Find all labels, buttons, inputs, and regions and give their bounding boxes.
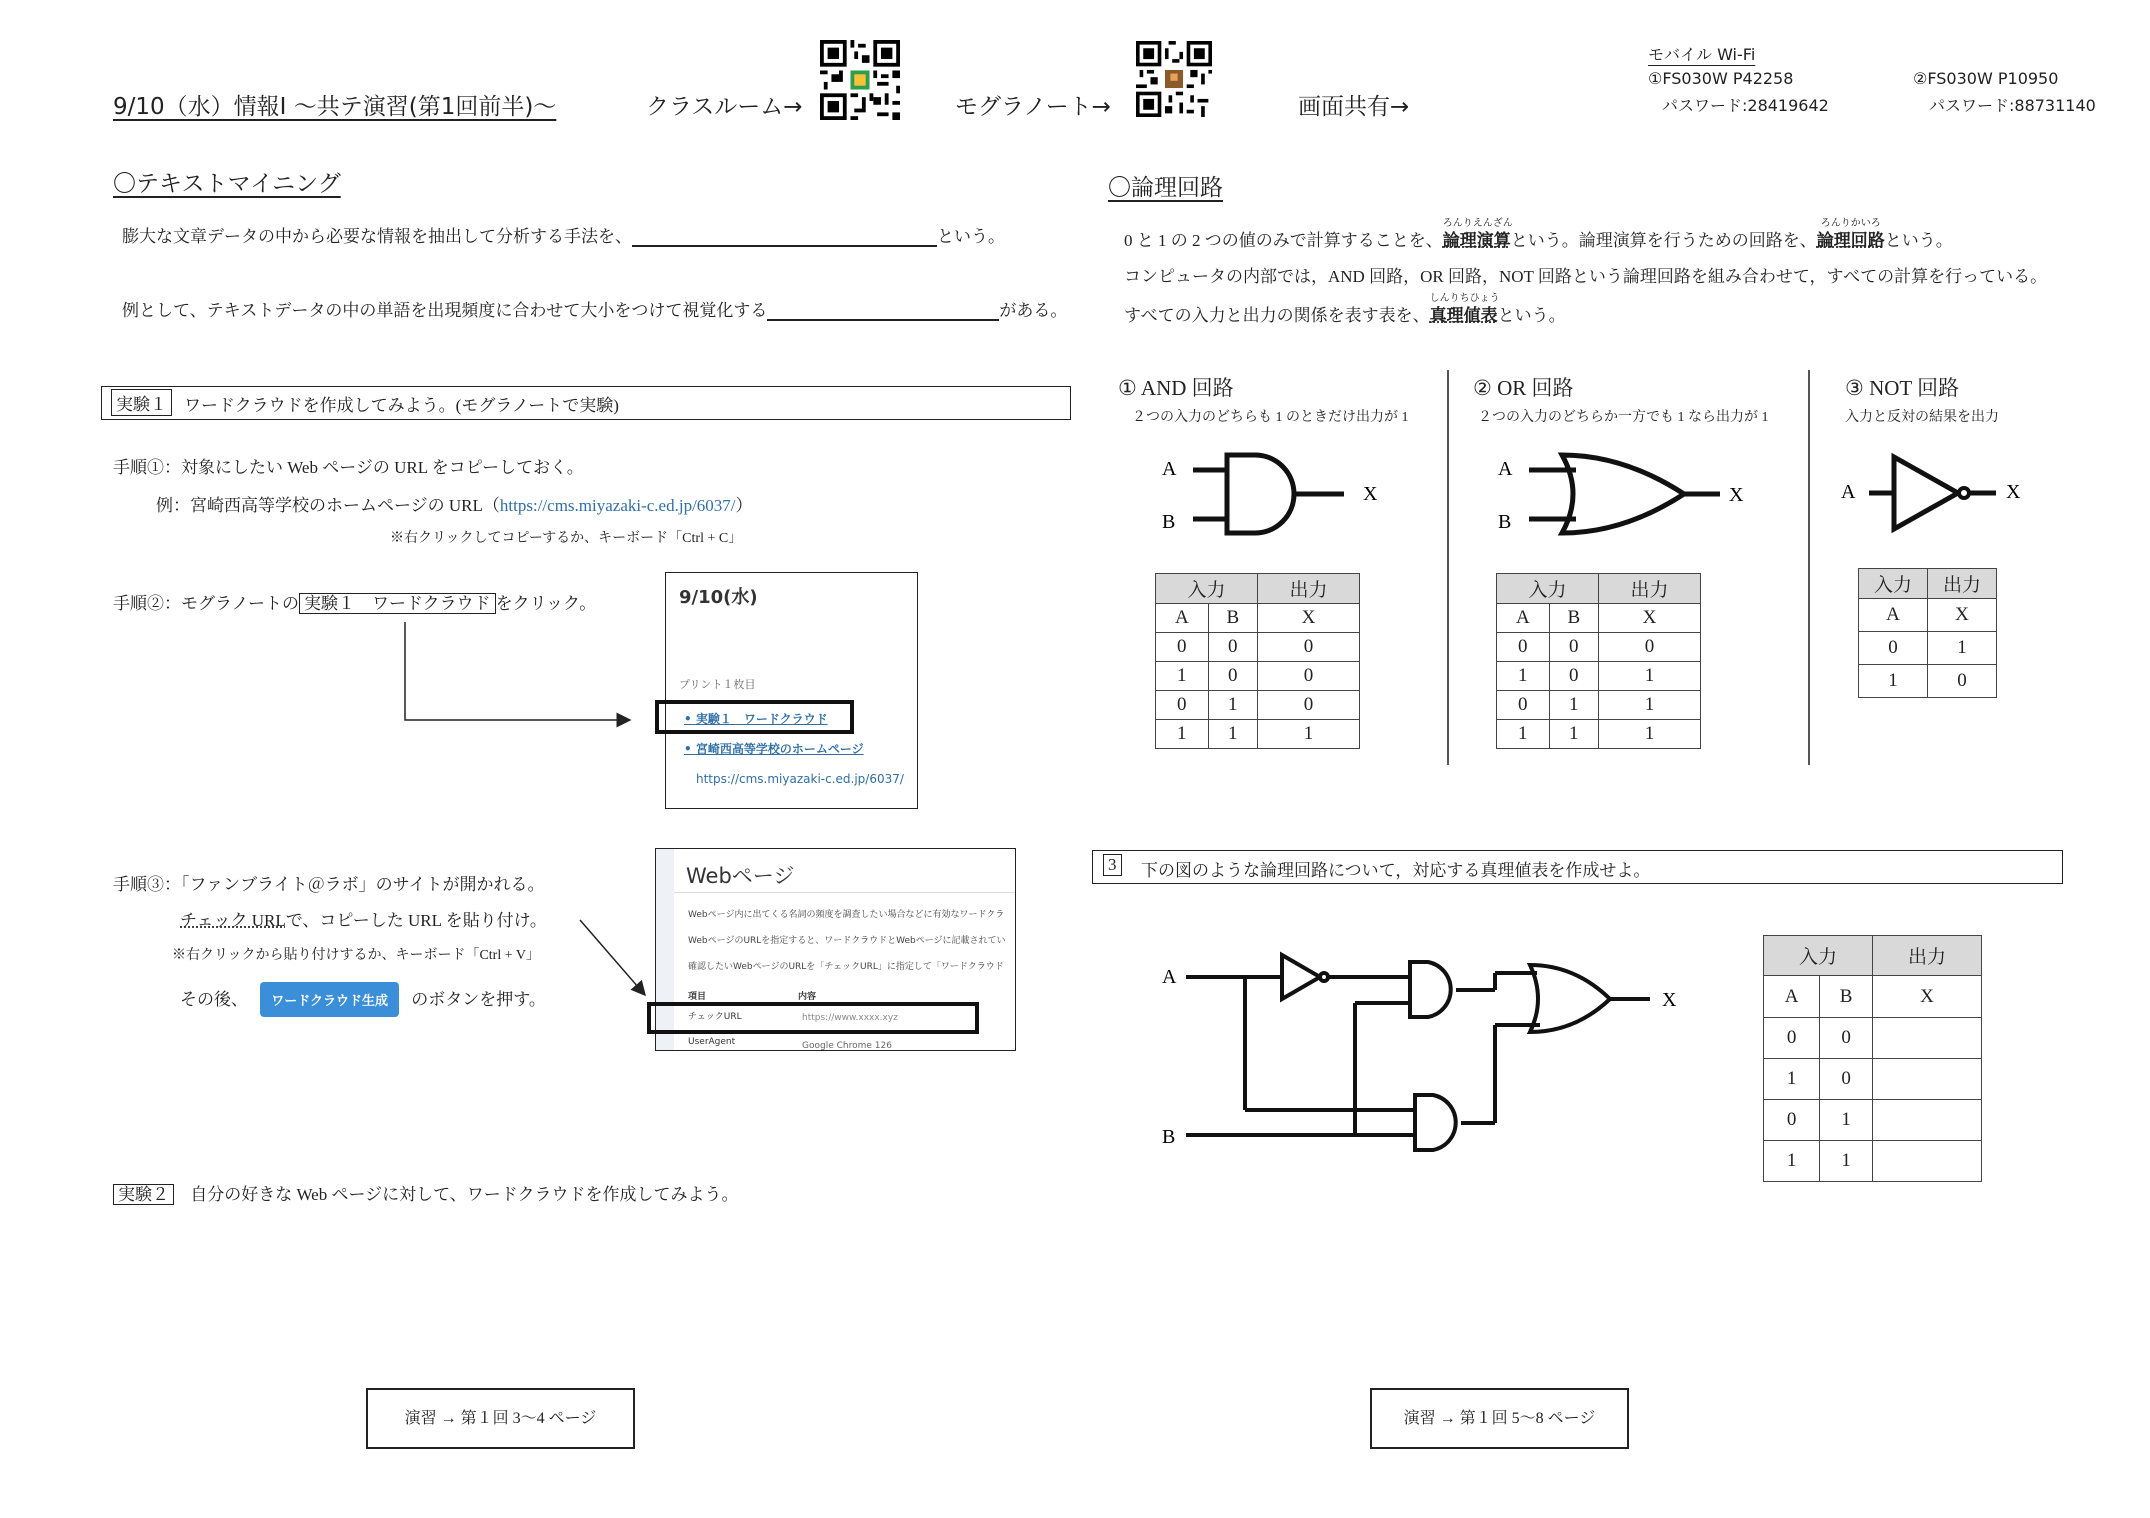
wifi1-password: パスワード:28419642 — [1662, 96, 1829, 115]
and-output-label: X — [1363, 483, 1378, 505]
right-practice-box: 演習 → 第１回 5〜8 ページ — [1370, 1388, 1629, 1449]
or-truth-table — [1496, 573, 1701, 749]
question3-truth-table — [1763, 935, 1982, 1182]
and-truth-table — [1155, 573, 1360, 749]
text-mining-example — [122, 296, 1067, 321]
or-table-cell: 0 — [1497, 633, 1550, 662]
not-table-cell: 0 — [1859, 632, 1928, 665]
screenshot-useragent-value: Google Chrome 126 — [802, 1041, 892, 1051]
or-table-cell: 1 — [1598, 720, 1700, 749]
not-truth-table — [1858, 568, 1997, 698]
logic-circuit-heading: 〇論理回路 — [1108, 175, 1223, 200]
or-table-row — [1497, 662, 1701, 691]
and-table-cell: 1 — [1208, 691, 1257, 720]
screenshot-print-label: プリント１枚目 — [679, 678, 756, 691]
or-circuit-desc: ２つの入力のどちらか一方でも 1 なら出力が 1 — [1478, 410, 1769, 425]
or-input-a-label: A — [1498, 458, 1513, 480]
and-table-cell: 1 — [1208, 720, 1257, 749]
and-table-cell: 0 — [1156, 691, 1209, 720]
mogura-qr-code[interactable] — [1136, 40, 1212, 118]
screenshot-useragent-key: UserAgent — [688, 1037, 736, 1047]
wifi1-ssid: ①FS030W P42258 — [1648, 69, 1794, 88]
highlight-wordcloud-link — [655, 700, 854, 734]
or-table-cell: 0 — [1497, 691, 1550, 720]
circuit-input-a-label: A — [1162, 966, 1177, 988]
ruby-logic-operation: ろんりえんざん — [1442, 218, 1513, 229]
left-practice-box: 演習 → 第１回 3〜4 ページ — [366, 1388, 635, 1449]
not-col-a: A — [1859, 599, 1928, 632]
intro1-b: という。論理演算を行うための回路を、 — [1510, 231, 1817, 250]
q3-table-row — [1764, 1018, 1982, 1059]
screenshot-desc-1: Webページ内に出てくる名詞の頻度を調査したい場合などに有効なワードクラ — [688, 910, 1005, 920]
step3-line3-prefix: その後、 — [180, 990, 248, 1009]
q3-col-x: X — [1872, 976, 1981, 1018]
not-header-input: 入力 — [1859, 569, 1928, 599]
intro1-c: という。 — [1884, 231, 1953, 250]
logic-intro-line3 — [1124, 293, 1566, 326]
q3-table-cell[interactable] — [1872, 1059, 1981, 1100]
wifi2-ssid: ②FS030W P10950 — [1913, 69, 2059, 88]
step3-line2-text: で、コピーした URL を貼り付け。 — [285, 911, 547, 930]
experiment2 — [113, 1180, 738, 1205]
highlight-check-url — [647, 1002, 979, 1034]
and-table-row — [1156, 633, 1360, 662]
or-header-output: 出力 — [1598, 574, 1700, 604]
q3-table-cell: 1 — [1764, 1141, 1820, 1182]
definition-suffix: という。 — [937, 227, 1005, 246]
not-table-row — [1859, 665, 1997, 698]
screenshot-date: 9/10(水) — [679, 587, 758, 608]
or-table-cell: 1 — [1549, 720, 1598, 749]
wifi2-password: パスワード:88731140 — [1929, 96, 2096, 115]
logic-intro-line1 — [1124, 218, 1953, 251]
and-table-cell: 1 — [1156, 720, 1209, 749]
experiment1-tag: 実験１ — [111, 389, 172, 416]
screenshot-check-url-key: チェックURL — [688, 1012, 742, 1022]
and-gate-symbol — [1150, 445, 1400, 545]
or-table-cell: 1 — [1549, 691, 1598, 720]
not-table-row — [1859, 632, 1997, 665]
combined-logic-circuit — [1150, 935, 1700, 1175]
example-suffix: がある。 — [999, 301, 1068, 320]
or-header-input: 入力 — [1497, 574, 1599, 604]
section-divider-1 — [1447, 370, 1449, 765]
screenshot-webpage-title: Webページ — [686, 864, 795, 888]
classroom-qr-code[interactable] — [820, 40, 900, 120]
intro3-b: という。 — [1497, 306, 1566, 325]
and-circuit-title: ① AND 回路 — [1118, 376, 1234, 400]
circuit-input-b-label: B — [1162, 1126, 1176, 1148]
and-table-cell: 0 — [1208, 633, 1257, 662]
q3-col-b: B — [1820, 976, 1873, 1018]
step2-prefix: 手順②：モグラノートの — [113, 594, 299, 613]
step3-note: ※右クリックから貼り付けするか、キーボード「Ctrl + V」 — [172, 948, 540, 963]
step3-line2 — [180, 906, 547, 931]
or-circuit-title: ② OR 回路 — [1473, 376, 1574, 400]
not-table-cell: 1 — [1928, 632, 1997, 665]
experiment2-text: 自分の好きな Web ページに対して、ワードクラウドを作成してみよう。 — [190, 1185, 739, 1204]
step2-suffix: をクリック。 — [495, 594, 597, 613]
or-col-a: A — [1497, 604, 1550, 633]
term-logic-operation-word: 論理演算 — [1442, 231, 1511, 250]
not-input-label: A — [1841, 481, 1856, 503]
item-wordcloud-label: 実験１ ワードクラウド — [695, 712, 828, 726]
step2-text — [113, 589, 596, 614]
screen-share-label: 画面共有→ — [1298, 94, 1410, 120]
screenshot-desc-2: WebページのURLを指定すると、ワードクラウドとWebページに記載されてい — [688, 936, 1006, 946]
and-table-row — [1156, 691, 1360, 720]
step1-example — [156, 491, 753, 516]
not-header-output: 出力 — [1928, 569, 1997, 599]
and-table-row — [1156, 662, 1360, 691]
answer-blank-1[interactable] — [632, 225, 937, 247]
experiment1-text: ワードクラウドを作成してみよう。(モグラノートで実験) — [184, 396, 619, 415]
wifi-title: モバイル Wi-Fi — [1648, 45, 1756, 64]
experiment1-bar — [101, 386, 1071, 420]
step1-note: ※右クリックしてコピーするか、キーボード「Ctrl + C」 — [390, 531, 743, 546]
q3-table-cell: 1 — [1764, 1059, 1820, 1100]
and-table-cell: 1 — [1156, 662, 1209, 691]
question3-bar — [1092, 850, 2063, 884]
screenshot-url[interactable]: https://cms.miyazaki-c.ed.jp/6037/ — [696, 772, 904, 786]
or-table-row — [1497, 720, 1701, 749]
screenshot-check-url-input[interactable]: https://www.xxxx.xyz — [802, 1013, 898, 1023]
not-circuit-title: ③ NOT 回路 — [1845, 376, 1960, 400]
q3-table-cell[interactable] — [1872, 1141, 1981, 1182]
term-logic-operation — [1442, 218, 1513, 251]
mogura-note-screenshot — [665, 572, 918, 809]
step1-example-prefix: 例：宮崎西高等学校のホームページの URL（ — [156, 496, 500, 515]
check-url-term: チェック URL — [180, 911, 286, 930]
not-output-label: X — [2006, 481, 2021, 503]
not-gate-symbol — [1836, 445, 2036, 545]
school-url-link[interactable]: https://cms.miyazaki-c.ed.jp/6037/ — [499, 496, 736, 515]
logic-intro-line2: コンピュータの内部では，AND 回路，OR 回路，NOT 回路という論理回路を組み合わせて，すべての計算を行っている。 — [1124, 267, 2048, 286]
and-table-cell: 1 — [1257, 720, 1359, 749]
or-gate-symbol — [1494, 445, 1744, 545]
question3-text: 下の図のような論理回路について，対応する真理値表を作成せよ。 — [1141, 861, 1651, 880]
step2-arrow — [400, 620, 640, 730]
and-table-row — [1156, 720, 1360, 749]
experiment2-tag: 実験２ — [113, 1184, 174, 1205]
and-circuit-desc: ２つの入力のどちらも 1 のときだけ出力が 1 — [1132, 410, 1409, 425]
screenshot-item-wordcloud[interactable]: • 実験１ ワードクラウド — [684, 712, 828, 726]
text-mining-heading: 〇テキストマイニング — [113, 171, 341, 196]
and-header-output: 出力 — [1257, 574, 1359, 604]
and-input-b-label: B — [1162, 511, 1176, 533]
intro3-a: すべての入力と出力の関係を表す表を、 — [1124, 306, 1430, 325]
or-col-b: B — [1549, 604, 1598, 633]
and-col-a: A — [1156, 604, 1209, 633]
and-input-a-label: A — [1162, 458, 1177, 480]
q3-table-cell: 0 — [1820, 1018, 1873, 1059]
or-col-x: X — [1598, 604, 1700, 633]
step1-example-suffix: ） — [735, 496, 753, 515]
and-table-cell: 0 — [1257, 662, 1359, 691]
question3-tag: 3 — [1103, 854, 1122, 876]
generate-wordcloud-button[interactable]: ワードクラウド生成 — [260, 982, 399, 1017]
q3-table-cell: 0 — [1764, 1100, 1820, 1141]
q3-table-cell: 0 — [1820, 1059, 1873, 1100]
classroom-label: クラスルーム→ — [646, 94, 803, 120]
or-output-label: X — [1729, 484, 1744, 506]
and-table-cell: 0 — [1257, 633, 1359, 662]
step1-text: 手順①：対象にしたい Web ページの URL をコピーしておく。 — [113, 458, 584, 477]
q3-table-cell[interactable] — [1872, 1018, 1981, 1059]
screenshot-col-content: 内容 — [798, 992, 817, 1002]
or-table-cell: 1 — [1497, 662, 1550, 691]
not-table-cell: 0 — [1928, 665, 1997, 698]
or-table-row — [1497, 633, 1701, 662]
screenshot-col-item: 項目 — [688, 992, 707, 1002]
text-mining-definition — [122, 222, 1005, 247]
and-table-cell: 0 — [1208, 662, 1257, 691]
or-input-b-label: B — [1498, 511, 1512, 533]
step2-boxed-link[interactable]: 実験１ ワードクラウド — [299, 593, 496, 614]
or-table-cell: 0 — [1549, 633, 1598, 662]
q3-header-output: 出力 — [1872, 936, 1981, 976]
and-table-cell: 0 — [1156, 633, 1209, 662]
term-truth-table — [1429, 293, 1500, 326]
or-table-cell: 1 — [1598, 691, 1700, 720]
q3-table-cell: 1 — [1820, 1100, 1873, 1141]
or-table-row — [1497, 691, 1701, 720]
or-table-cell: 1 — [1497, 720, 1550, 749]
not-circuit-desc: 入力と反対の結果を出力 — [1845, 410, 1999, 425]
not-col-x: X — [1928, 599, 1997, 632]
or-table-cell: 0 — [1598, 633, 1700, 662]
screenshot-item-school[interactable]: • 宮崎西高等学校のホームページ — [684, 742, 864, 756]
definition-prefix: 膨大な文章データの中から必要な情報を抽出して分析する手法を、 — [122, 227, 632, 246]
step3-arrow — [575, 915, 655, 1005]
or-table-cell: 1 — [1598, 662, 1700, 691]
q3-col-a: A — [1764, 976, 1820, 1018]
ruby-logic-circuit: ろんりかいろ — [1820, 218, 1881, 229]
intro1-a: 0 と 1 の 2 つの値のみで計算することを、 — [1124, 231, 1443, 250]
or-table-cell: 0 — [1549, 662, 1598, 691]
ruby-truth-table: しんりちひょう — [1429, 293, 1500, 304]
and-col-b: B — [1208, 604, 1257, 633]
page-title: 9/10（水）情報Ⅰ ～共テ演習(第1回前半)～ — [113, 94, 557, 120]
q3-table-row — [1764, 1141, 1982, 1182]
step3-line3-suffix: のボタンを押す。 — [411, 990, 546, 1009]
q3-table-row — [1764, 1059, 1982, 1100]
section-divider-2 — [1808, 370, 1810, 765]
and-header-input: 入力 — [1156, 574, 1258, 604]
circuit-output-label: X — [1662, 989, 1677, 1011]
term-logic-circuit-word: 論理回路 — [1816, 231, 1885, 250]
not-table-cell: 1 — [1859, 665, 1928, 698]
q3-header-input: 入力 — [1764, 936, 1873, 976]
q3-table-cell: 0 — [1764, 1018, 1820, 1059]
screenshot-desc-3: 確認したいWebページのURLを「チェックURL」に指定して「ワードクラウド — [688, 962, 1004, 972]
answer-blank-2[interactable] — [767, 299, 999, 321]
mogura-label: モグラノート→ — [955, 94, 1111, 120]
step3-line3 — [180, 982, 546, 1017]
q3-table-cell: 1 — [1820, 1141, 1873, 1182]
item-school-label: 宮崎西高等学校のホームページ — [695, 742, 864, 756]
and-table-cell: 0 — [1257, 691, 1359, 720]
and-col-x: X — [1257, 604, 1359, 633]
step3-line1: 手順③：「ファンブライト＠ラボ」のサイトが開かれる。 — [113, 875, 545, 894]
term-logic-circuit — [1816, 218, 1885, 251]
q3-table-row — [1764, 1100, 1982, 1141]
term-truth-table-word: 真理値表 — [1429, 306, 1498, 325]
q3-table-cell[interactable] — [1872, 1100, 1981, 1141]
example-prefix: 例として、テキストデータの中の単語を出現頻度に合わせて大小をつけて視覚化する — [122, 301, 768, 320]
